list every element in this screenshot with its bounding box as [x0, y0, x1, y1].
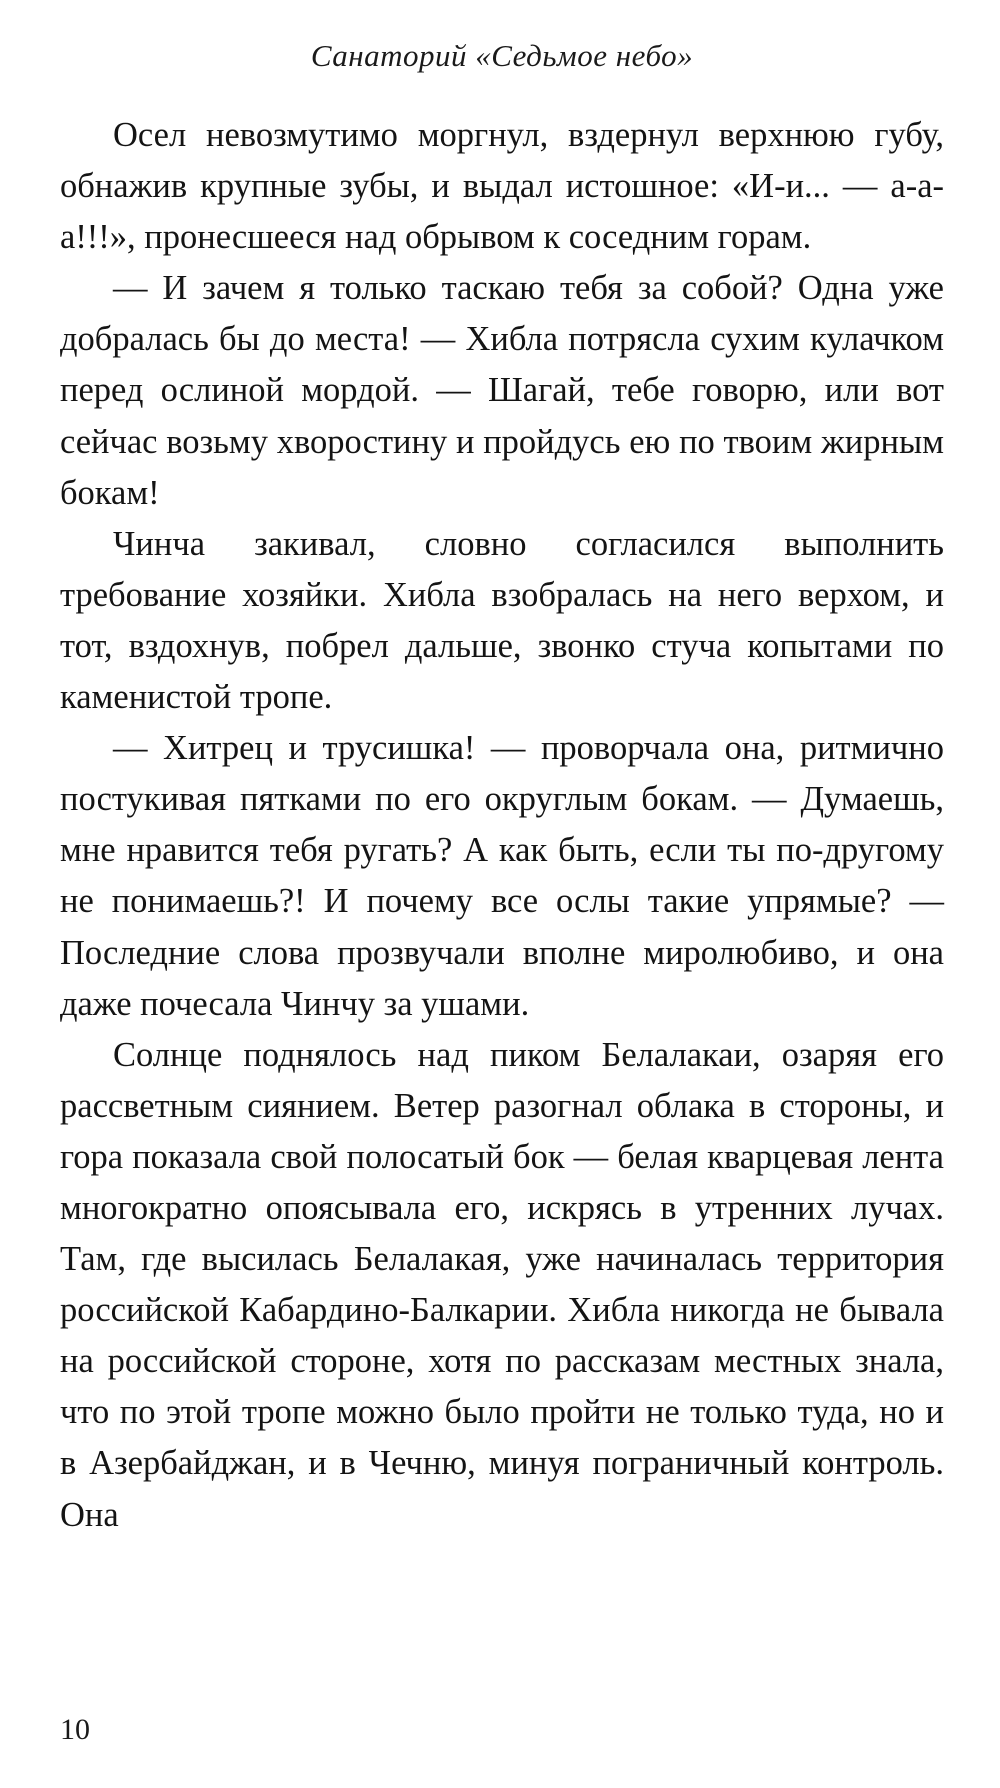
paragraph: — Хитрец и трусишка! — проворчала она, ритмично постукивая пятками по его округлым бокам. — Думаешь, мне нравится тебя ругать? А как быть, если ты по-другому не понимаешь?! И почему все ослы такие упрямые? — Последние слова прозвучали вполне миролюбиво, и она даже почесала Чинчу за ушами. [60, 729, 944, 1023]
paragraph: Солнце поднялось над пиком Белалакаи, озаряя его рассветным сиянием. Ветер разогнал облака в стороны, и гора показала свой полосатый бок — белая кварцевая лента многократно опоясывала его, искрясь в утренних лучах. Там, где высилась Белалакая, уже начиналась территория российской Кабардино-Балкарии. Хибла никогда не бывала на российской стороне, хотя по рассказам местных знала, что по этой тропе можно было пройти не только туда, но и в Азербайджан, и в Чечню, минуя пограничный контроль. Она [60, 1035, 944, 1534]
paragraph: Чинча закивал, словно согласился выполнить требование хозяйки. Хибла взобралась на него верхом, и тот, вздохнув, побрел дальше, звонко стуча копытами по каменистой тропе. [60, 524, 944, 717]
running-header-title: Санаторий «Седьмое небо» [310, 38, 694, 73]
page-number: 10 [60, 1713, 90, 1746]
body-text [60, 110, 944, 1541]
paragraph: Осел невозмутимо моргнул, вздернул верхнюю губу, обнажив крупные зубы, и выдал истошное: «И-и... — а-а-а!!!», пронесшееся над обрывом к соседним горам. [60, 116, 944, 257]
paragraph: — И зачем я только таскаю тебя за собой? Одна уже добралась бы до места! — Хибла потрясла сухим кулачком перед ослиной мордой. — Шагай, тебе говорю, или вот сейчас возьму хворостину и пройдусь ею по твоим жирным бокам! [60, 269, 944, 512]
